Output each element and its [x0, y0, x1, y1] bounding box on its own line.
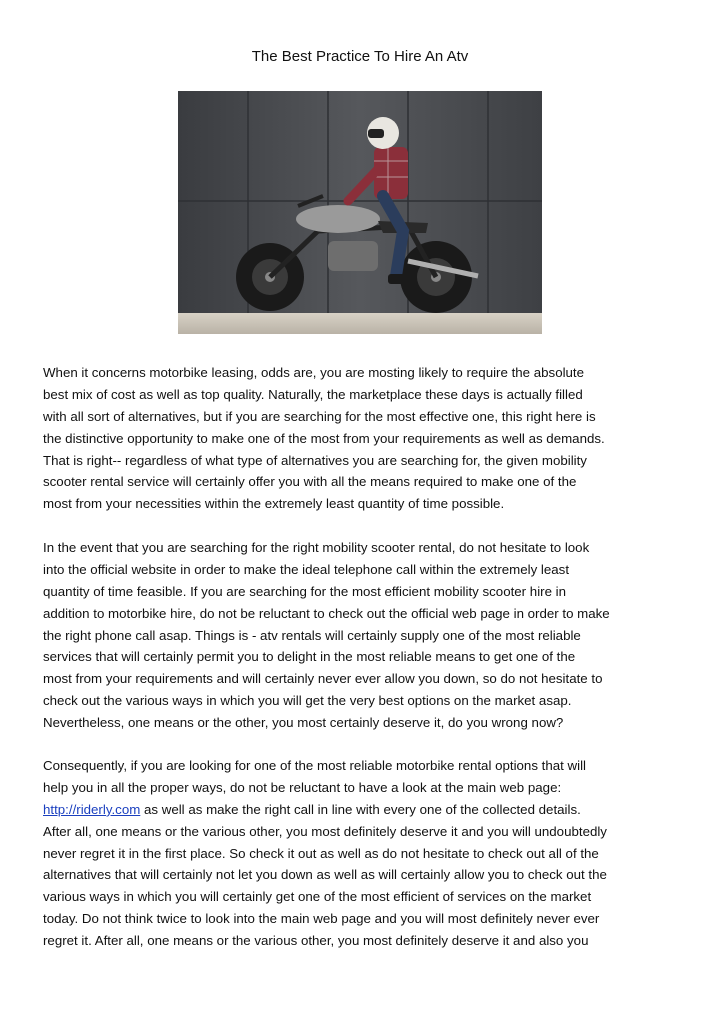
text-line: the right phone call asap. Things is - atv rentals will certainly supply one of the most reliable [43, 627, 581, 643]
text-line: alternatives that will certainly not let you down as well as will certainly allow you to check out the [43, 867, 607, 883]
page-title: The Best Practice To Hire An Atv [251, 48, 469, 65]
text-line: best mix of cost as well as top quality. Naturally, the marketplace these days is actually filled [43, 386, 583, 402]
text-line: the distinctive opportunity to make one of the most from your requirements as well as demands. [43, 430, 605, 446]
text-line: check out the various ways in which you will get the very best options on the market asap. [43, 693, 572, 709]
text-line: In the event that you are searching for the right mobility scooter rental, do not hesitate to look [43, 540, 590, 555]
text-line: Consequently, if you are looking for one of the most reliable motorbike rental options that will [43, 758, 587, 773]
text-line: with all sort of alternatives, but if you are searching for the most effective one, this right here is [43, 408, 596, 424]
text-line: addition to motorbike hire, do not be reluctant to check out the official web page in order to make [43, 605, 610, 621]
text-line: today. Do not think twice to look into the main web page and you will most definitely never ever [43, 911, 600, 927]
paragraph-1 [43, 362, 683, 515]
paragraph-2 [43, 537, 683, 734]
motorcycle-image [178, 91, 542, 334]
text-line: help you in all the proper ways, do not be reluctant to have a look at the main web page: [43, 779, 562, 795]
link-line-rest: as well as make the right call in line with every one of the collected details. [140, 801, 581, 817]
text-line: services that will certainly permit you to delight in the most reliable means to get one of the [43, 649, 576, 665]
text-line: most from your requirements and will certainly never ever allow you down, so do not hesitate to [43, 671, 603, 687]
text-line: That is right-- regardless of what type of alternatives you are searching for, the given mobility [43, 452, 587, 468]
text-line: most from your necessities within the extremely least quantity of time possible. [43, 496, 505, 512]
text-line: various ways in which you will certainly get one of the most efficient of services on the market [43, 889, 592, 905]
motorcycle-photo [178, 91, 542, 334]
riderly-link[interactable]: http://riderly.com [43, 801, 141, 817]
paragraph-3 [43, 755, 683, 952]
text-line: When it concerns motorbike leasing, odds are, you are mosting likely to require the absolute [43, 365, 585, 380]
text-line: regret it. After all, one means or the various other, you most definitely deserve it and also you [43, 933, 589, 949]
text-line-with-link [43, 799, 683, 821]
text-line: never regret it in the first place. So check it out as well as do not hesitate to check out all of the [43, 845, 599, 861]
text-line: scooter rental service will certainly offer you with all the means required to make one of the [43, 474, 577, 490]
text-line: After all, one means or the various other, you most definitely deserve it and you will undoubtedly [43, 823, 607, 839]
text-line: Nevertheless, one means or the other, you most certainly deserve it, do you wrong now? [43, 715, 564, 731]
text-line: into the official website in order to make the ideal telephone call within the extremely least [43, 561, 570, 577]
text-line: quantity of time feasible. If you are searching for the most efficient mobility scooter hire in [43, 583, 567, 599]
